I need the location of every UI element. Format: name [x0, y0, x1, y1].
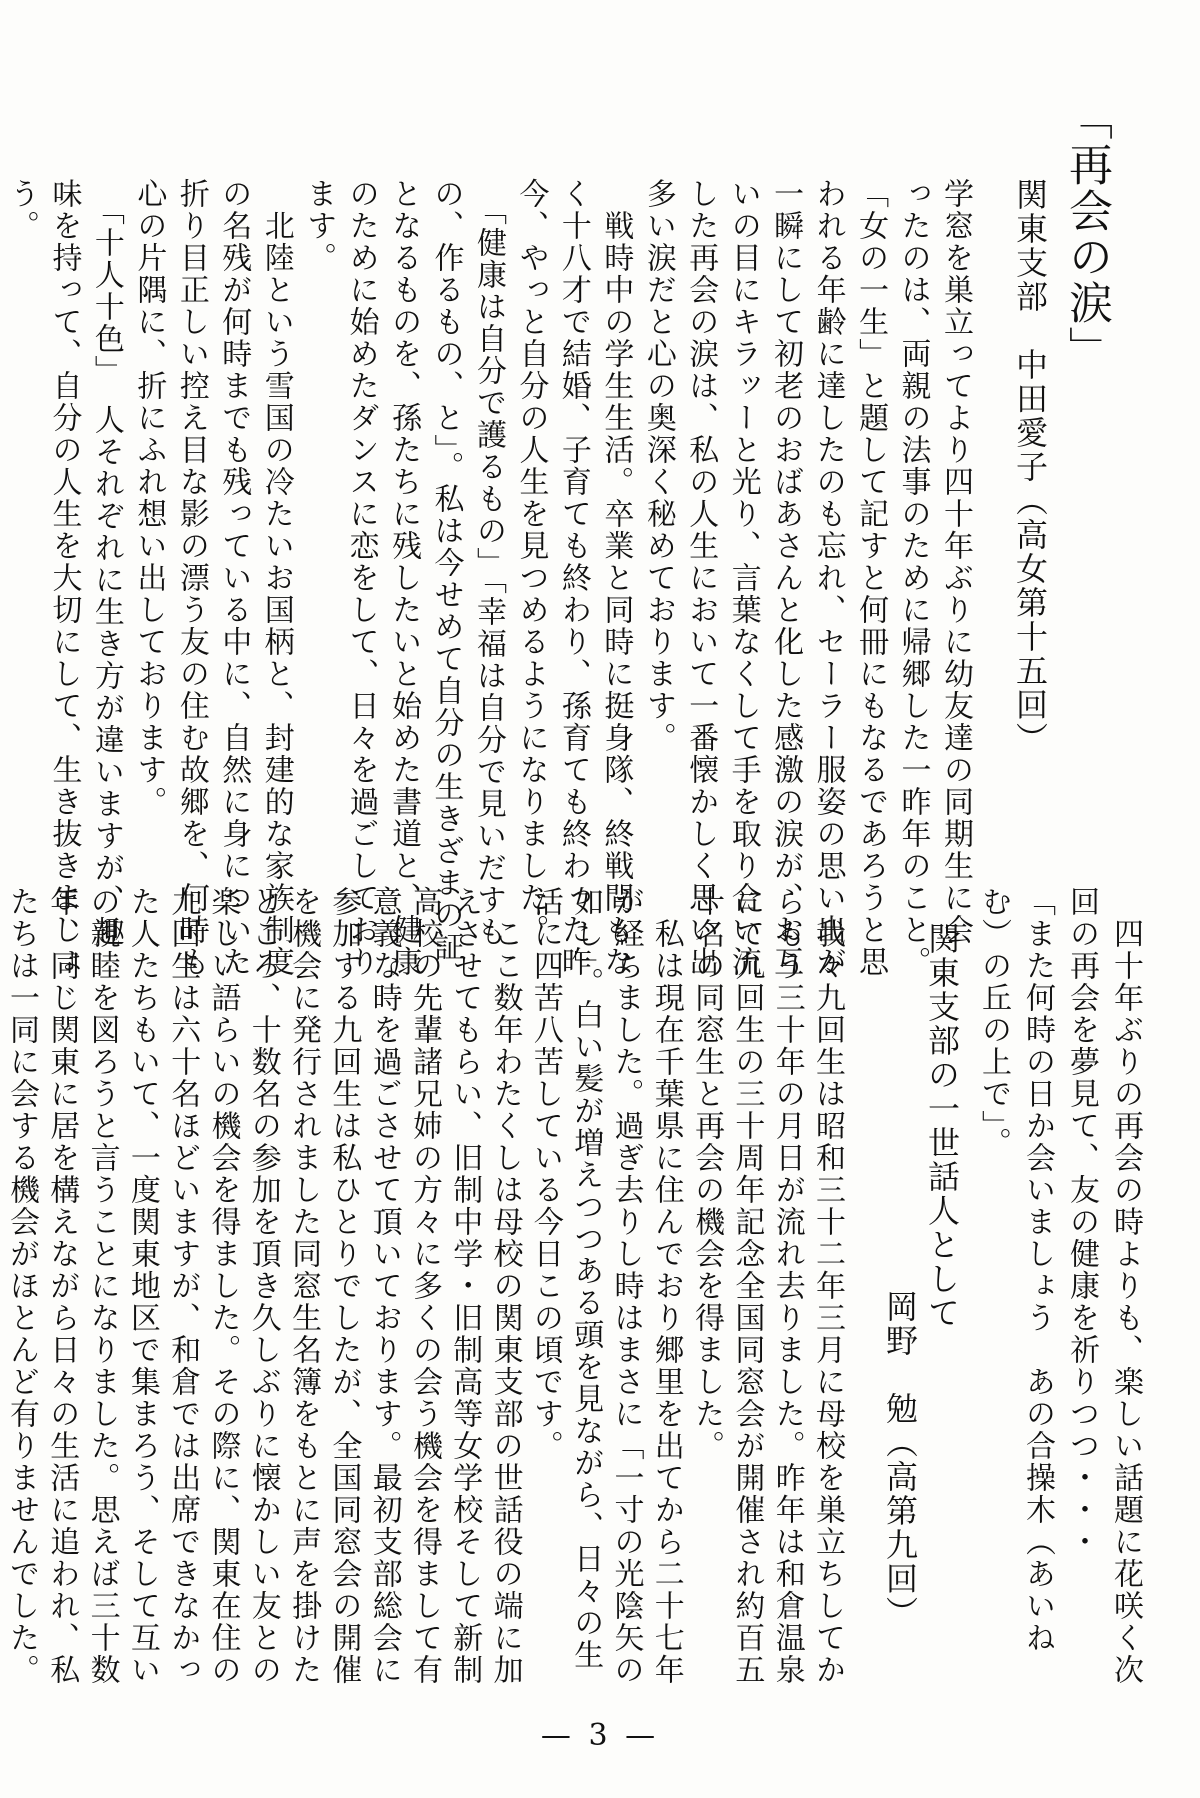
article1-line: 四十年ぶりの再会の時よりも、楽しい話題に花咲く次: [1108, 886, 1143, 1686]
article2-line: の親睦を図ろうと言うことになりました。思えば三十数: [84, 886, 120, 1686]
article2-line: たちは一同に会する機会がほとんど有りませんでした。: [4, 886, 39, 1686]
article1-line: 一瞬にして初老のおばあさんと化した感激の涙が、お互: [768, 178, 804, 978]
article1-line: 「健康は自分で護るもの」「幸福は自分で見いだすも: [471, 178, 506, 948]
article1-line: 今、やっと自分の人生を見つめるようになりました。: [513, 178, 549, 946]
article2-line: らもう三十年の月日が流れ去りました。昨年は和倉温泉: [769, 886, 805, 1686]
article2-line: 年、同じ関東に居を構えながら日々の生活に追われ、私: [44, 886, 80, 1686]
article1-line: う。: [4, 178, 39, 242]
article2-line: を機会に発行されました同窓生名簿をもとに声を掛けた: [286, 886, 322, 1686]
article1-line: 「十人十色」 人それぞれに生き方が違いますが、趣: [88, 178, 124, 948]
article1-line: ったのは、両親の法事のために帰郷した一昨年のこと。: [895, 178, 931, 978]
article2-line: にて九回生の三十周年記念全国同窓会が開催され約百五: [729, 886, 765, 1686]
article1-line: 心の片隅に、折にふれ想い出しております。: [131, 178, 167, 818]
article2-line: 十名の同窓生と再会の機会を得ました。: [689, 886, 725, 1462]
article2-line: 如し」。白い髪が増えつつある頭を見ながら、日々の生: [568, 886, 604, 1671]
article1-line: の名残が何時までも残っている中に、自然に身についた: [216, 178, 252, 978]
article2-line: 私は現在千葉県に住んでおり郷里を出てから二十七年: [648, 886, 684, 1686]
article1-line: の、作るもの、と」。私は今せめて自分の生きざまの証: [428, 178, 464, 963]
article2-line: 九回生は六十名ほどいますが、和倉では出席できなかっ: [165, 886, 201, 1686]
article1-line: した再会の涙は、私の人生において一番懐かしく思い出: [683, 178, 719, 978]
article1-line: 折り目正しい控え目な影の漂う友の住む故郷を、何時も: [173, 178, 209, 978]
article1-line: 味を持って、自分の人生を大切にして、生き抜きましょ: [46, 178, 82, 978]
article2-line: ここ数年わたくしは母校の関東支部の世話役の端に加: [487, 886, 523, 1686]
article2-line: 参加する九回生は私ひとりでしたが、全国同窓会の開催: [326, 886, 362, 1686]
article1-author: 関東支部 中田愛子（高女第十五回）: [1011, 178, 1049, 756]
article2-line: ところ、十数名の参加を頂き久しぶりに懐かしい友との: [245, 886, 281, 1686]
article1-line: となるものを、孫たちに残したいと始めた書道と、健康: [386, 178, 422, 978]
article1-line: われる年齢に達したのも忘れ、セーラー服姿の思い出が: [810, 178, 846, 978]
article2-line: えさせてもらい、旧制中学・旧制高等女学校そして新制: [447, 886, 483, 1686]
article1-line: 学窓を巣立ってより四十年ぶりに幼友達の同期生に会: [938, 178, 973, 946]
article1-closing-line: む）の丘の上で」。: [976, 886, 1011, 1159]
page-number: — 3 —: [540, 1718, 660, 1753]
article1-line: く十八才で結婚、子育ても終わり、孫育ても終わった昨: [555, 178, 591, 978]
article1-line: 多い涙だと心の奥深く秘めております。: [640, 178, 676, 754]
article2-line: 楽しい語らいの機会を得ました。その際に、関東在住の: [205, 886, 241, 1686]
article2-author: 岡野 勉（高第九回）: [881, 1290, 919, 1630]
article1-line: 「女の一生」と題して記すと何冊にもなるであろうと思: [853, 178, 889, 978]
article1-title: 「再会の涙」: [1061, 96, 1112, 372]
article1-line: いの目にキラッーと光り、言葉なくして手を取り合い流: [725, 178, 761, 978]
article1-line: ます。: [301, 178, 337, 274]
article2-line: 我々九回生は昭和三十二年三月に母校を巣立ちしてか: [810, 886, 845, 1686]
article2-line: 高校の先輩諸兄姉の方々に多くの会う機会を得まして有: [407, 886, 442, 1686]
article2-line: が経ちました。過ぎ去りし時はまさに「一寸の光陰矢の: [608, 886, 644, 1686]
article2-line: 活に四苦八苦している今日この頃です。: [527, 886, 563, 1462]
article2-line: 意義な時を過ごさせて頂いております。最初支部総会に: [366, 886, 402, 1686]
article1-line: 回の再会を夢見て、友の健康を祈りつつ・・・: [1064, 886, 1099, 1558]
article1-line: 北陸という雪国の冷たいお国柄と、封建的な家族制度: [258, 178, 294, 978]
article1-line: のために始めたダンスに恋をして、日々を過ごしており: [343, 178, 379, 978]
article1-closing-line: 「また何時の日か会いましょう あの合操木（あいね: [1020, 886, 1055, 1654]
article2-line: た人たちもいて、一度関東地区で集まろう、そして互い: [124, 886, 160, 1686]
article2-title: 関東支部の一世話人として: [923, 922, 961, 1330]
article1-line: 戦時中の学生生活。卒業と同時に挺身隊、終戦間もな: [598, 178, 634, 978]
